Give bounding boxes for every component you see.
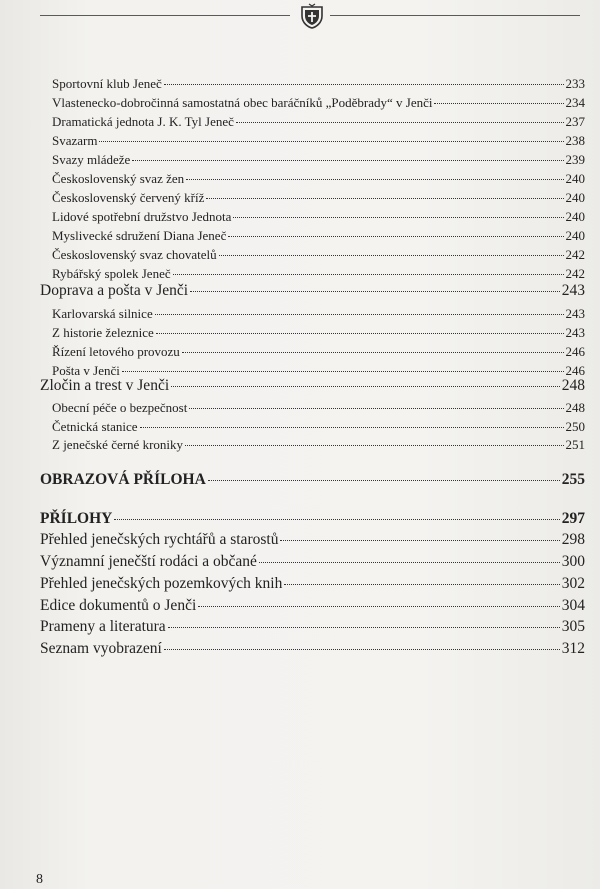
toc-entry-page: 238 bbox=[565, 133, 585, 148]
leader-dots bbox=[198, 606, 560, 607]
toc-entry-page: 234 bbox=[565, 95, 585, 110]
toc-section-page: 243 bbox=[561, 282, 585, 299]
leader-dots bbox=[99, 141, 563, 142]
leader-dots bbox=[173, 274, 564, 275]
toc-entry-label: Myslivecké sdružení Diana Jeneč bbox=[52, 228, 227, 243]
toc-entry-page: 243 bbox=[565, 325, 585, 340]
toc-entry[interactable] bbox=[52, 190, 585, 206]
leader-dots bbox=[168, 627, 560, 628]
toc-entry[interactable] bbox=[52, 133, 585, 149]
toc-entry-label: Dramatická jednota J. K. Tyl Jeneč bbox=[52, 114, 234, 129]
toc-major-page: 255 bbox=[561, 471, 585, 488]
toc-appendix-label: Přehled jenečských rychtářů a starostů bbox=[40, 531, 279, 548]
toc-major-label: OBRAZOVÁ PŘÍLOHA bbox=[40, 471, 206, 488]
toc-entry-label: Sportovní klub Jeneč bbox=[52, 76, 162, 91]
toc-entry-page: 251 bbox=[565, 437, 585, 452]
toc-entry-label: Četnická stanice bbox=[52, 419, 138, 434]
toc-section-page: 248 bbox=[561, 377, 585, 394]
toc-entry-label: Rybářský spolek Jeneč bbox=[52, 266, 171, 281]
toc-entry-page: 240 bbox=[565, 209, 585, 224]
toc-section-label: Doprava a pošta v Jenči bbox=[40, 282, 189, 299]
leader-dots bbox=[434, 103, 563, 104]
toc-entry[interactable] bbox=[52, 95, 585, 111]
toc-entry[interactable] bbox=[52, 325, 585, 341]
toc-major-label: PŘÍLOHY bbox=[40, 510, 113, 527]
toc-entry[interactable] bbox=[52, 266, 585, 282]
toc-entry-page: 240 bbox=[565, 190, 585, 205]
toc-appendix-label: Seznam vyobrazení bbox=[40, 640, 162, 657]
leader-dots bbox=[164, 84, 564, 85]
toc-entry-label: Řízení letového provozu bbox=[52, 344, 180, 359]
toc-entry-label: Československý svaz žen bbox=[52, 171, 185, 186]
toc-section[interactable] bbox=[40, 282, 585, 300]
toc-entry-page: 240 bbox=[565, 171, 585, 186]
leader-dots bbox=[140, 427, 564, 428]
toc-appendix-page: 300 bbox=[561, 553, 585, 570]
leader-dots bbox=[189, 408, 563, 409]
toc-appendix-page: 312 bbox=[561, 640, 585, 657]
toc-entry-label: Československý svaz chovatelů bbox=[52, 247, 217, 262]
toc-entry-label: Z historie železnice bbox=[52, 325, 154, 340]
toc-entry-label: Československý červený kříž bbox=[52, 190, 205, 205]
leader-dots bbox=[164, 649, 560, 650]
leader-dots bbox=[114, 519, 559, 520]
toc-appendix-entry[interactable] bbox=[40, 531, 585, 549]
toc-entry[interactable] bbox=[52, 344, 585, 360]
toc-section-label: Zločin a trest v Jenči bbox=[40, 377, 170, 394]
toc-entry-page: 242 bbox=[565, 247, 585, 262]
toc-entry-page: 239 bbox=[565, 152, 585, 167]
toc-appendix-label: Významní jenečští rodáci a občané bbox=[40, 553, 257, 570]
toc-entry-page: 242 bbox=[565, 266, 585, 281]
toc-appendix-page: 304 bbox=[561, 597, 585, 614]
leader-dots bbox=[171, 386, 560, 387]
toc-entry[interactable] bbox=[52, 419, 585, 435]
toc-appendix-page: 302 bbox=[561, 575, 585, 592]
leader-dots bbox=[284, 584, 559, 585]
leader-dots bbox=[185, 445, 563, 446]
toc-entry[interactable] bbox=[52, 247, 585, 263]
toc-entry[interactable] bbox=[52, 437, 585, 453]
toc-entry-page: 233 bbox=[565, 76, 585, 91]
leader-dots bbox=[155, 314, 564, 315]
leader-dots bbox=[206, 198, 563, 199]
toc-entry-label: Z jenečské černé kroniky bbox=[52, 437, 184, 452]
leader-dots bbox=[208, 480, 560, 481]
toc-appendix-label: Přehled jenečských pozemkových knih bbox=[40, 575, 283, 592]
leader-dots bbox=[233, 217, 563, 218]
toc-appendix-label: Edice dokumentů o Jenči bbox=[40, 597, 197, 614]
leader-dots bbox=[219, 255, 564, 256]
toc-major-section[interactable] bbox=[40, 471, 585, 489]
toc-entry-page: 237 bbox=[565, 114, 585, 129]
toc-entry-label: Pošta v Jenči bbox=[52, 363, 120, 378]
toc-appendix-entry[interactable] bbox=[40, 618, 585, 636]
toc-entry-label: Obecní péče o bezpečnost bbox=[52, 400, 188, 415]
toc-appendix-entry[interactable] bbox=[40, 597, 585, 615]
toc-entry[interactable] bbox=[52, 76, 585, 92]
toc-entry[interactable] bbox=[52, 228, 585, 244]
toc-entry-page: 246 bbox=[565, 344, 585, 359]
toc-section[interactable] bbox=[40, 377, 585, 395]
toc-entry-label: Lidové spotřební družstvo Jednota bbox=[52, 209, 232, 224]
toc-entry[interactable] bbox=[52, 114, 585, 130]
toc-entry-page: 243 bbox=[565, 306, 585, 321]
toc-entry-page: 248 bbox=[565, 400, 585, 415]
leader-dots bbox=[132, 160, 563, 161]
page-number: 8 bbox=[36, 872, 43, 887]
toc-appendix-page: 298 bbox=[561, 531, 585, 548]
toc-entry-label: Svazy mládeže bbox=[52, 152, 131, 167]
toc-entry[interactable] bbox=[52, 400, 585, 416]
toc-major-section[interactable] bbox=[40, 510, 585, 528]
toc-entry[interactable] bbox=[52, 152, 585, 168]
toc-major-page: 297 bbox=[561, 510, 585, 527]
leader-dots bbox=[182, 352, 564, 353]
toc-entry[interactable] bbox=[52, 306, 585, 322]
toc-entry-label: Karlovarská silnice bbox=[52, 306, 153, 321]
toc-appendix-entry[interactable] bbox=[40, 640, 585, 658]
leader-dots bbox=[122, 371, 564, 372]
leader-dots bbox=[156, 333, 564, 334]
toc-entry-page: 246 bbox=[565, 363, 585, 378]
toc-entry-label: Svazarm bbox=[52, 133, 98, 148]
toc-entry[interactable] bbox=[52, 171, 585, 187]
leader-dots bbox=[190, 291, 560, 292]
toc-entry-label: Vlastenecko-dobročinná samostatná obec baráčníků „Poděbrady“ v Jenči bbox=[52, 95, 433, 110]
leader-dots bbox=[186, 179, 563, 180]
leader-dots bbox=[228, 236, 563, 237]
leader-dots bbox=[280, 540, 559, 541]
toc-entry[interactable] bbox=[52, 209, 585, 225]
leader-dots bbox=[236, 122, 564, 123]
toc-appendix-entry[interactable] bbox=[40, 553, 585, 571]
toc-appendix-entry[interactable] bbox=[40, 575, 585, 593]
toc-appendix-label: Prameny a literatura bbox=[40, 618, 166, 635]
toc-appendix-page: 305 bbox=[561, 618, 585, 635]
toc-entry-page: 240 bbox=[565, 228, 585, 243]
toc-entry-page: 250 bbox=[565, 419, 585, 434]
leader-dots bbox=[259, 562, 560, 563]
